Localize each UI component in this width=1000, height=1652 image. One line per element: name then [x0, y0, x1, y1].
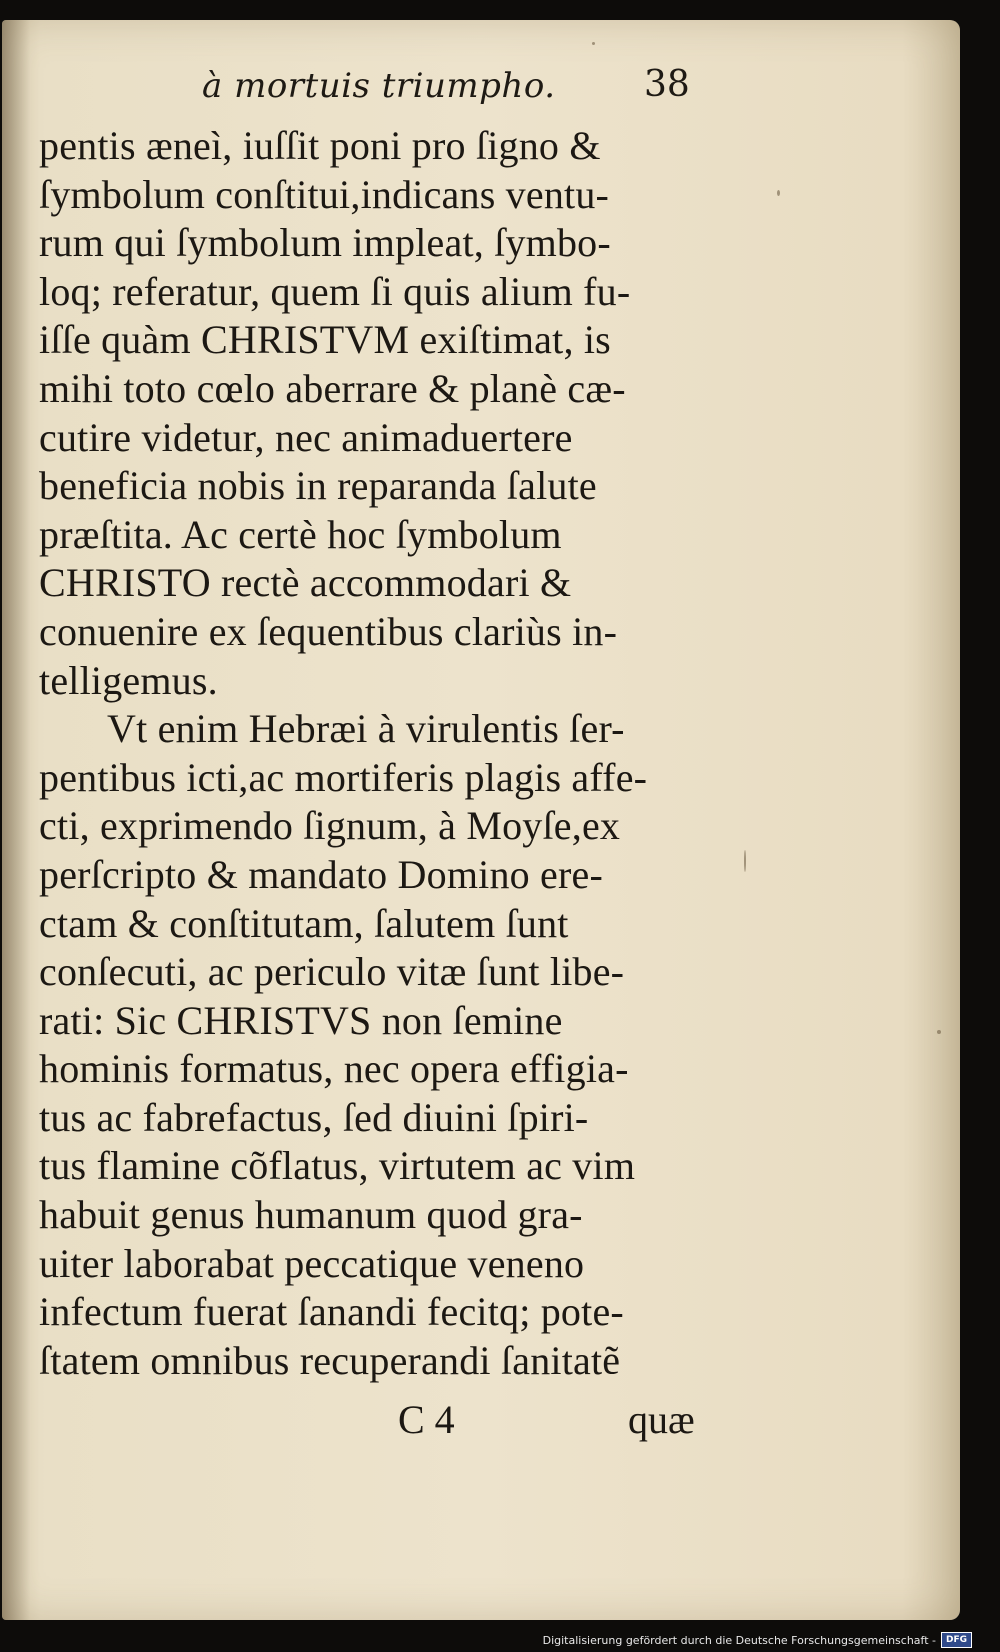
text-line: præſtita. Ac certè hoc ſymbolum: [39, 511, 562, 557]
text-line: mihi toto cœlo aberrare & planè cæ-: [39, 365, 626, 411]
gutter-shadow: [2, 20, 30, 1620]
text-line: ſtatem omnibus recuperandi ſanitatẽ: [39, 1337, 621, 1383]
text-line: CHRISTO rectè accommodari &: [39, 560, 572, 606]
book-page: [2, 20, 960, 1620]
text-line: ſymbolum conſtitui,indicans ventu-: [39, 171, 610, 217]
signature-line: [398, 1396, 695, 1443]
text-line: ctam & conſtitutam, ſalutem ſunt: [39, 900, 569, 946]
text-line: habuit genus humanum quod gra-: [39, 1192, 583, 1238]
page-number: 38: [644, 64, 690, 105]
catchword: quæ: [628, 1397, 695, 1442]
credit-text: Digitalisierung gefördert durch die Deutsche Forschungsgemeinschaft -: [542, 1633, 936, 1647]
text-line: cti, exprimendo ſignum, à Moyſe,ex: [39, 803, 621, 849]
dfg-logo: DFG: [941, 1632, 972, 1648]
paper-speck: [777, 190, 780, 196]
text-block: [39, 122, 679, 1385]
text-line: loq; referatur, quem ſi quis alium fu-: [39, 268, 631, 314]
paper-speck: [937, 1030, 941, 1034]
text-line: infectum fuerat ſanandi fecitq; pote-: [39, 1289, 624, 1335]
paper-speck: [592, 42, 595, 45]
text-line: telligemus.: [39, 657, 218, 703]
text-line: tus flamine cõflatus, virtutem ac vim: [39, 1143, 636, 1189]
digitization-credit: [543, 1630, 972, 1650]
text-line: pentibus icti,ac mortiferis plagis affe-: [39, 754, 648, 800]
text-line: uiter laborabat peccatique veneno: [39, 1240, 585, 1286]
text-line: conuenire ex ſequentibus clariùs in-: [39, 608, 618, 654]
paper-speck: [744, 850, 746, 872]
text-line: tus ac fabrefactus, ſed diuini ſpiri-: [39, 1094, 589, 1140]
paragraph-start-line: Vt enim Hebræi à virulentis ſer-: [107, 706, 625, 752]
text-line: pentis æneì, iuſſit poni pro ſigno &: [39, 123, 601, 168]
text-line: conſecuti, ac periculo vitæ ſunt libe-: [39, 949, 625, 995]
signature-mark: C 4: [398, 1397, 455, 1442]
text-line: hominis formatus, nec opera effigia-: [39, 1046, 629, 1092]
text-line: rum qui ſymbolum impleat, ſymbo-: [39, 220, 611, 266]
text-line: beneficia nobis in reparanda ſalute: [39, 463, 597, 509]
text-line: iſſe quàm CHRISTVM exiſtimat, is: [39, 317, 611, 363]
text-line: cutire videtur, nec animaduertere: [39, 414, 573, 460]
text-line: perſcripto & mandato Domino ere-: [39, 851, 603, 897]
running-head: à mortuis triumpho.: [202, 66, 556, 106]
text-line: rati: Sic CHRISTVS non ſemine: [39, 997, 563, 1043]
